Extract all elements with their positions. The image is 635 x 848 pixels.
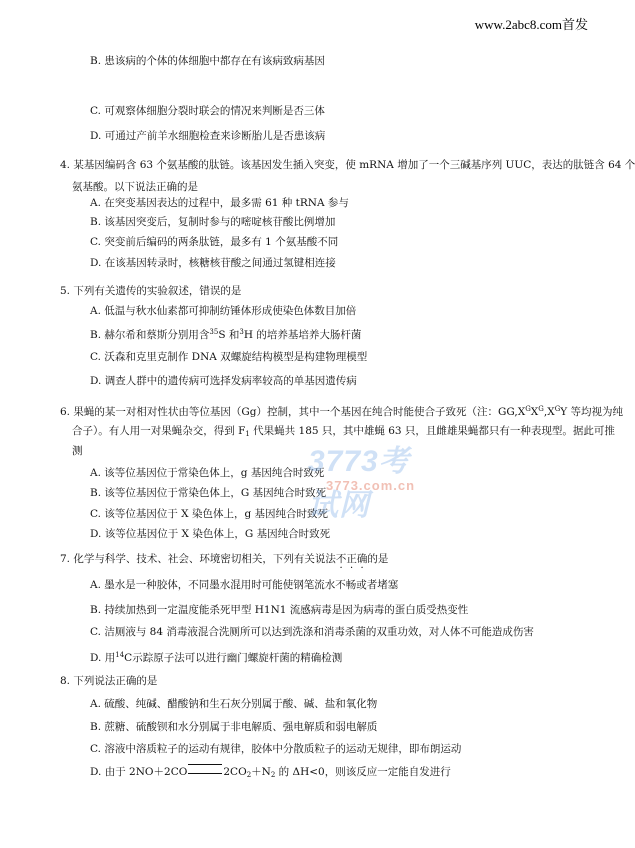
q6-stem-text: 6. 果蝇的某一对相对性状由等位基因（Gg）控制，其中一个基因在纯合时能使合子致死（注：GG,X (60, 406, 526, 418)
q6-stem-line2 (72, 424, 615, 441)
q5-option-a: A. 低温与秋水仙素都可抑制纺锤体形成使染色体数目加倍 (90, 305, 357, 317)
q6-stem2-text: 合子）。有人用一对果蝇杂交，得到 F (72, 425, 246, 437)
q7-stem (60, 552, 388, 566)
q7-stem-text: 7. 化学与科学、技术、社会、环境密切相关，下列有关说法 (60, 553, 336, 565)
q8-option-b: B. 蔗糖、硫酸钡和水分别属于非电解质、强电解质和弱电解质 (90, 721, 378, 733)
q8-option-d (90, 764, 451, 782)
q8-option-d-post: 的 ΔH<0，则该反应一定能自发进行 (275, 766, 451, 778)
q5-option-b-sup1: 35 (209, 328, 219, 336)
q5-option-b-text: B. 赫尔希和蔡斯分别用含 (90, 329, 210, 341)
q6-sup-2: G (538, 405, 544, 413)
q5-option-c: C. 沃森和克里克制作 DNA 双螺旋结构模型是构建物理模型 (90, 351, 368, 363)
q5-stem: 5. 下列有关遗传的实验叙述，错误的是 (60, 285, 242, 297)
q6-sub-1: 1 (245, 430, 250, 438)
site-header: www.2abc8.com首发 (474, 17, 588, 32)
q5-option-d: D. 调查人群中的遗传病可选择发病率较高的单基因遗传病 (90, 375, 357, 387)
q8-option-d-mid2: ＋N (251, 766, 271, 778)
q4-stem-line2: 氨基酸。以下说法正确的是 (72, 181, 198, 193)
q6-sup-1: G (525, 405, 531, 413)
q4-option-d: D. 在该基因转录时，核糖核苷酸之间通过氢键相连接 (90, 257, 336, 269)
q7-option-b: B. 持续加热到一定温度能杀死甲型 H1N1 流感病毒是因为病毒的蛋白质受热变性 (90, 604, 469, 616)
q8-sub-1: 2 (246, 771, 252, 779)
q6-stem2-post: 代果蝇共 185 只，其中雄蝇 63 只，且雌雄果蝇都只有一种表现型。据此可推 (249, 425, 615, 437)
q7-stem-post: 的是 (367, 553, 389, 565)
q3-option-c: C. 可观察体细胞分裂时联会的情况来判断是否三体 (90, 105, 325, 117)
watermark-logo: 3773考试网 (308, 445, 410, 522)
q7-emphasis-2: 正 (346, 553, 357, 565)
q7-emphasis-3: 确 (356, 553, 368, 565)
q7-option-d (90, 648, 342, 665)
q8-option-c: C. 溶液中溶质粒子的运动有规律，胶体中分散质粒子的运动无规律，即布朗运动 (90, 743, 462, 755)
q8-option-a: A. 硫酸、纯碱、醋酸钠和生石灰分别属于酸、碱、盐和氧化物 (90, 698, 378, 710)
q5-option-b-sup2: 3 (239, 328, 244, 336)
q3-option-d: D. 可通过产前羊水细胞检查来诊断胎儿是否患该病 (90, 130, 326, 142)
q6-stem-mid2: ,X (543, 406, 555, 418)
q5-option-b (90, 325, 361, 342)
q6-stem-mid: X (530, 406, 539, 418)
q7-option-c: C. 洁厕液与 84 消毒液混合洗厕所可以达到洗涤和消毒杀菌的双重功效，对人体不可能造成伤害 (90, 626, 534, 638)
q6-stem-line3: 测 (72, 445, 83, 457)
q7-option-d-sup: 14 (115, 651, 125, 659)
q5-option-b-post: H 的培养基培养大肠杆菌 (243, 329, 362, 341)
q8-option-d-mid: 2CO (223, 766, 247, 778)
q6-stem-line1 (60, 402, 623, 419)
q6-option-a: A. 该等位基因位于常染色体上，g 基因纯合时致死 (90, 467, 325, 479)
q7-option-d-text: D. 用 (90, 652, 116, 664)
q7-option-a: A. 墨水是一种胶体，不同墨水混用时可能使钢笔流水不畅或者堵塞 (90, 579, 399, 591)
q6-stem-post: Y 等均视为纯 (560, 406, 624, 418)
q7-option-d-post: C示踪原子法可以进行幽门螺旋杆菌的精确检测 (124, 652, 343, 664)
q7-emphasis-1: 不 (335, 553, 347, 565)
q6-option-b: B. 该等位基因位于常染色体上，G 基因纯合时致死 (90, 487, 327, 499)
q5-option-b-mid: S 和 (218, 329, 240, 341)
q6-sup-3: G (554, 405, 561, 413)
q6-option-c: C. 该等位基因位于 X 染色体上，g 基因纯合时致死 (90, 508, 329, 520)
q8-sub-2: 2 (270, 771, 276, 779)
q6-option-d: D. 该等位基因位于 X 染色体上，G 基因纯合时致死 (90, 528, 331, 540)
q4-option-a: A. 在突变基因表达的过程中，最多需 61 种 tRNA 参与 (90, 197, 349, 209)
q3-option-b: B. 患该病的个体的体细胞中都存在有该病致病基因 (90, 55, 325, 67)
equilibrium-arrow-icon (188, 764, 222, 774)
q4-option-b: B. 该基因突变后，复制时参与的嘧啶核苷酸比例增加 (90, 216, 336, 228)
watermark-url: 3773.com.cn (326, 478, 416, 493)
q4-stem-line1: 4. 某基因编码含 63 个氨基酸的肽链。该基因发生插入突变，使 mRNA 增加了一个三碱基序列 UUC，表达的肽链含 64 个 (60, 159, 635, 171)
q8-option-d-text: D. 由于 2NO＋2CO (90, 766, 188, 778)
q4-option-c: C. 突变前后编码的两条肽链，最多有 1 个氨基酸不同 (90, 236, 339, 248)
q8-stem: 8. 下列说法正确的是 (60, 675, 158, 687)
